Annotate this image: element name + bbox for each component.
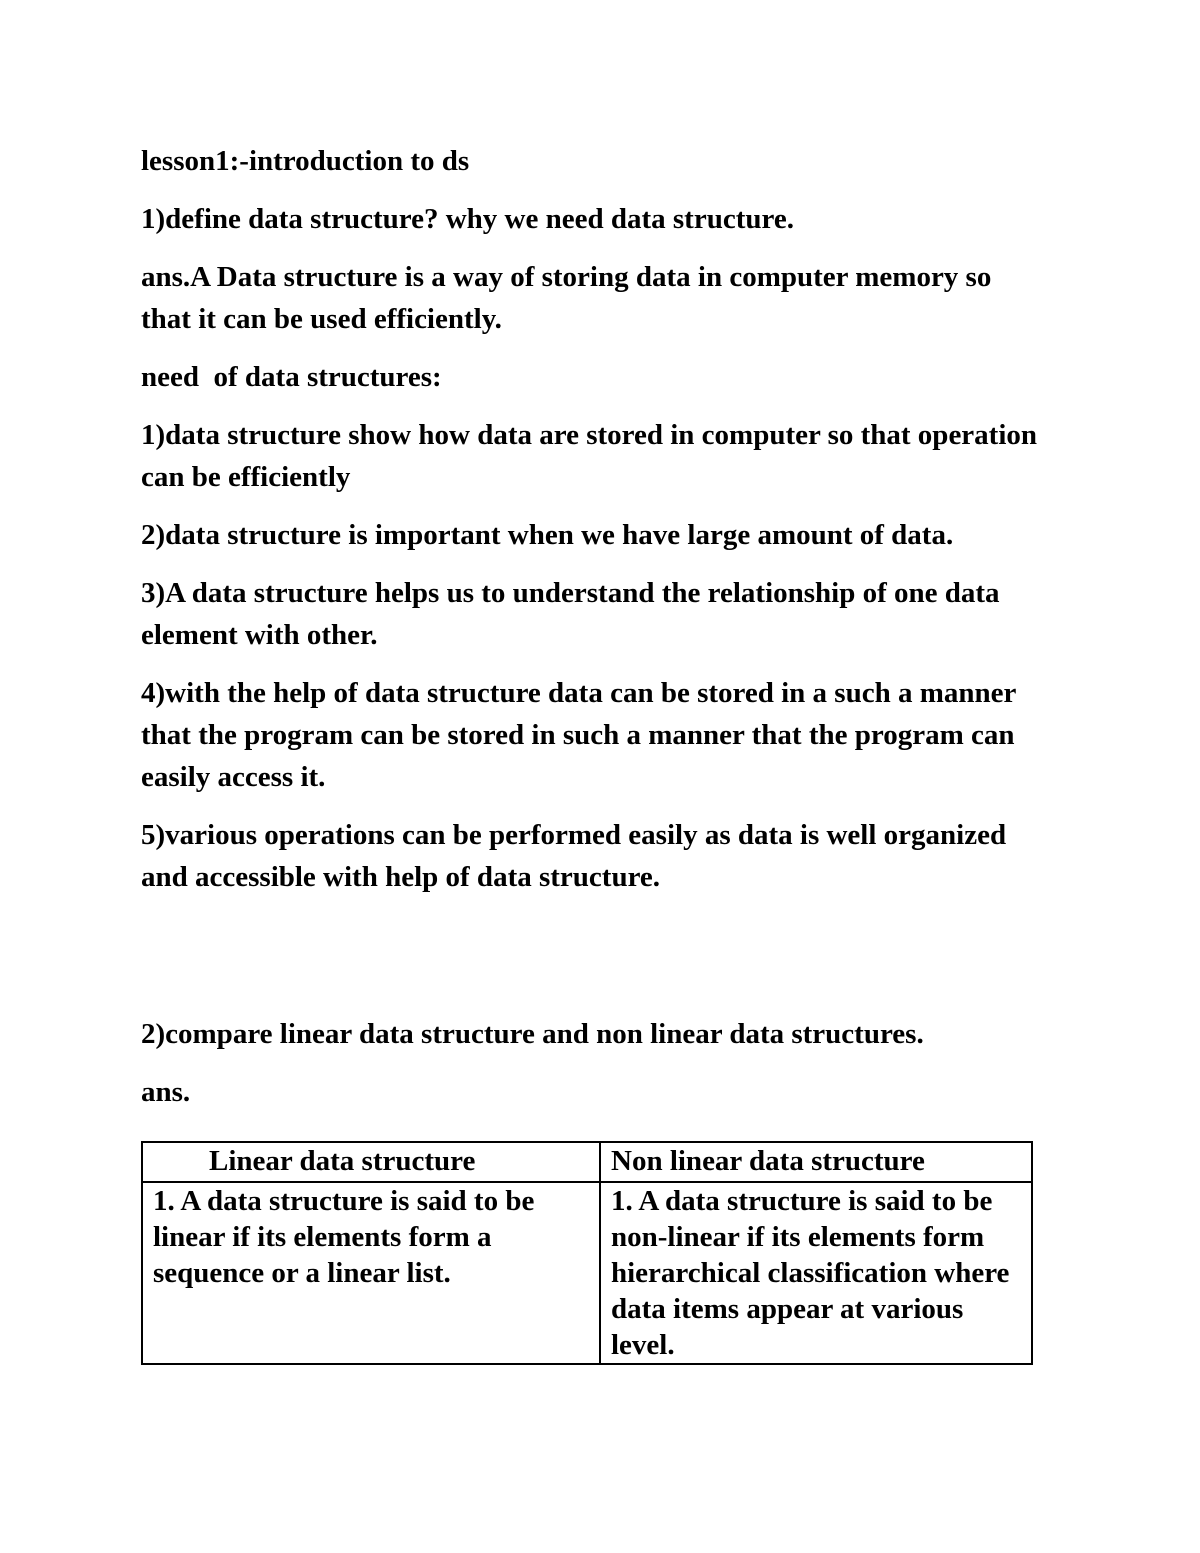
need-point-3: 3)A data structure helps us to understand the relationship of one data element with other. — [141, 577, 1000, 651]
need-heading: need of data structures: — [141, 361, 442, 393]
lesson-title: lesson1:-introduction to ds — [141, 145, 470, 177]
need-point-5: 5)various operations can be performed easily as data is well organized and accessible with help of data structure. — [141, 819, 1007, 893]
comparison-table — [141, 1141, 1033, 1365]
need-point-2: 2)data structure is important when we have large amount of data. — [141, 519, 954, 551]
answer-2-label: ans. — [141, 1076, 191, 1108]
header-linear: Linear data structure — [142, 1142, 600, 1182]
answer-1: ans.A Data structure is a way of storing data in computer memory so that it can be used efficiently. — [141, 261, 992, 335]
need-point-1: 1)data structure show how data are stored in computer so that operation can be efficiently — [141, 419, 1038, 493]
question-1: 1)define data structure? why we need data structure. — [141, 203, 794, 235]
cell-non-linear-1: 1. A data structure is said to be non-linear if its elements form hierarchical classification where data items appear at various level. — [600, 1182, 1032, 1364]
question-2: 2)compare linear data structure and non linear data structures. — [141, 1018, 924, 1050]
need-point-4: 4)with the help of data structure data can be stored in a such a manner that the program can be stored in such a manner that the program can easily access it. — [141, 677, 1016, 793]
document-body — [141, 140, 1041, 1113]
table-header-row — [142, 1142, 1032, 1182]
header-non-linear: Non linear data structure — [600, 1142, 1032, 1182]
table-row — [142, 1182, 1032, 1364]
cell-linear-1: 1. A data structure is said to be linear if its elements form a sequence or a linear list. — [142, 1182, 600, 1364]
